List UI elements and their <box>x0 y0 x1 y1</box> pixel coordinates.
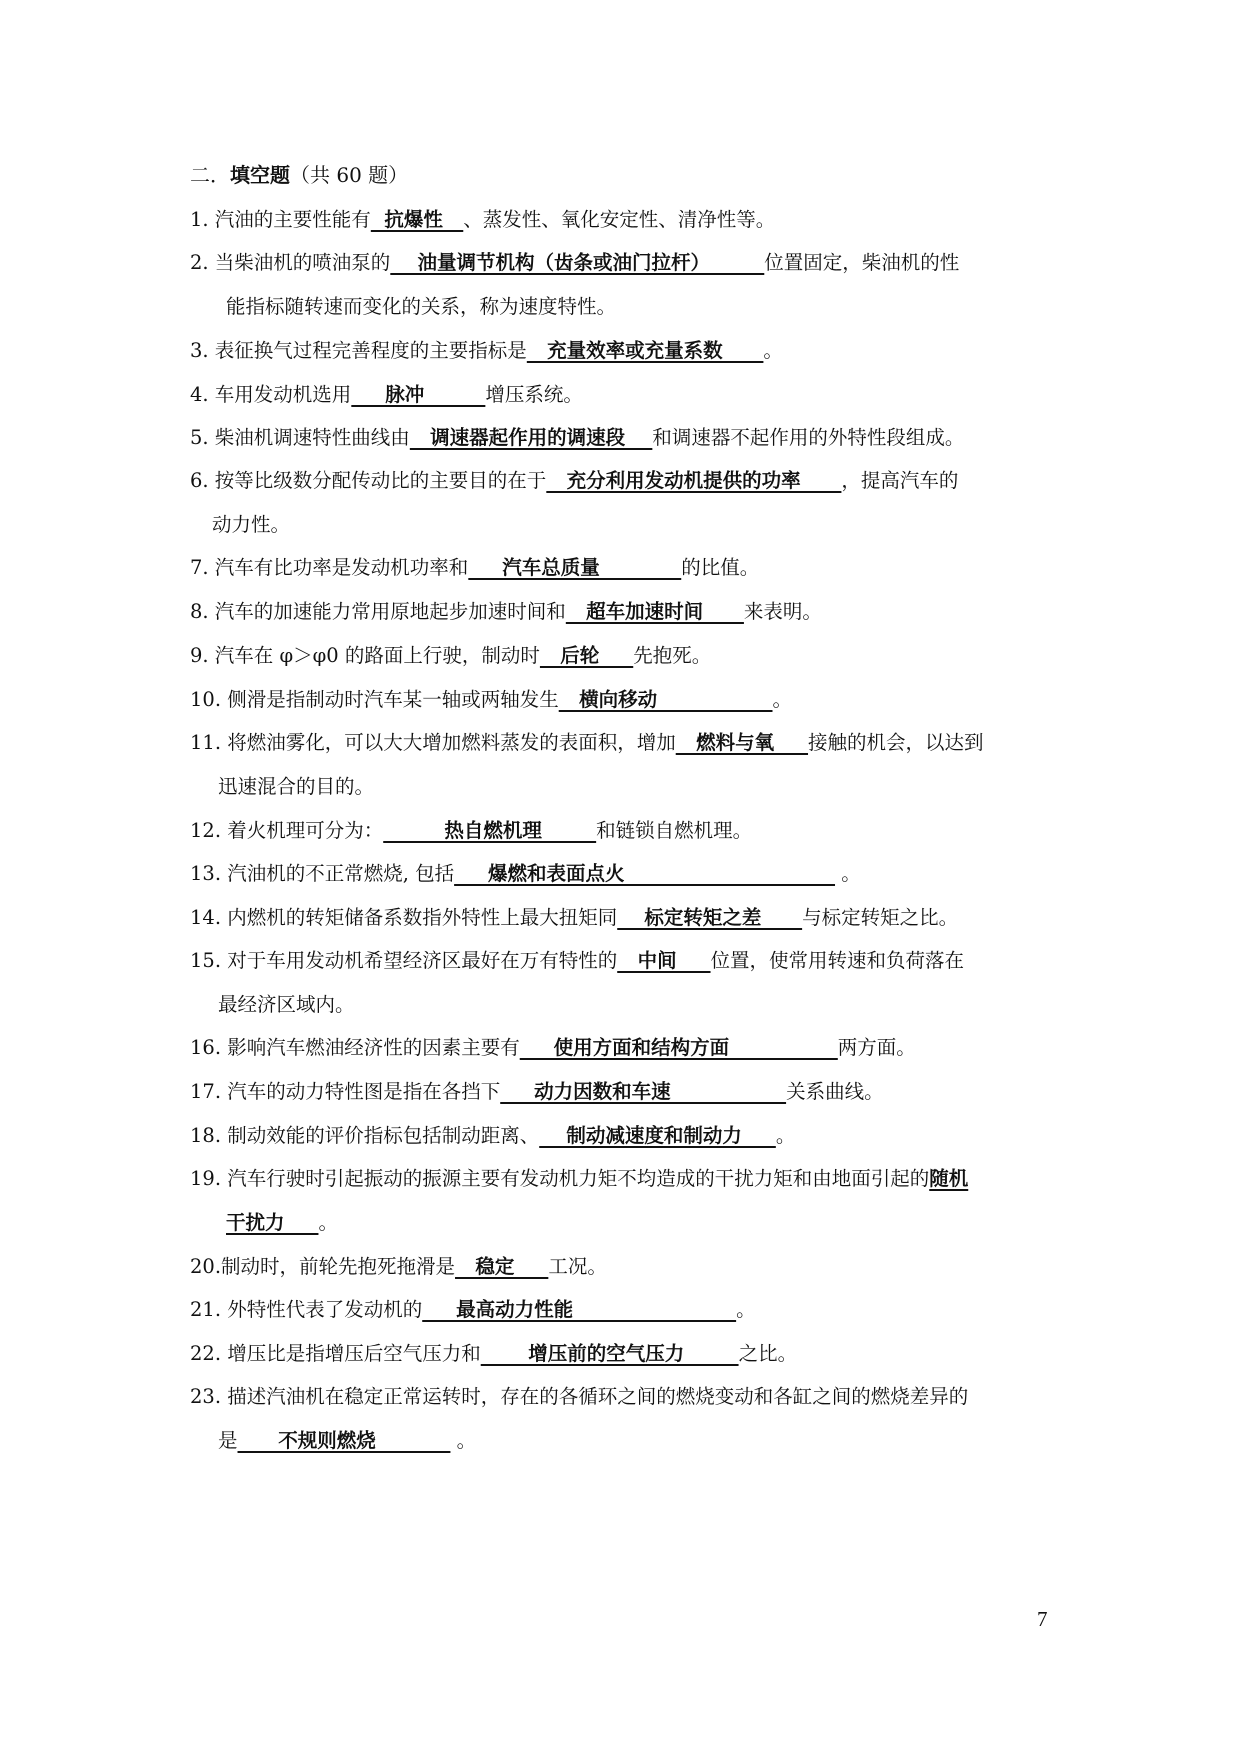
question-line <box>218 1426 476 1456</box>
answer-text: 抗爆性 <box>370 208 464 231</box>
question-text-after: ，提高汽车的 <box>841 469 959 492</box>
question-line <box>190 1121 795 1151</box>
question-line <box>190 641 711 671</box>
question-line <box>190 946 964 976</box>
question-text-after: 。 <box>318 1211 338 1234</box>
answer-text: 油量调节机构（齿条或油门拉杆） <box>390 251 765 274</box>
question-line <box>190 728 984 758</box>
question-line <box>218 990 355 1020</box>
answer-text: 使用方面和结构方面 <box>519 1036 838 1059</box>
question-text-after: 先抱死。 <box>633 644 712 667</box>
question-text: 19. 汽车行驶时引起振动的振源主要有发动机力矩不均造成的干扰力矩和由地面引起的 <box>190 1167 930 1190</box>
question-text-after: 关系曲线。 <box>786 1080 884 1103</box>
heading-title: 填空题 <box>230 163 290 187</box>
question-line <box>212 510 290 540</box>
question-text: 1. 汽油的主要性能有 <box>190 208 371 231</box>
question-line <box>190 1164 968 1194</box>
question-text: 5. 柴油机调速特性曲线由 <box>190 426 410 449</box>
question-line <box>190 1382 968 1412</box>
question-line <box>190 685 792 715</box>
question-text: 11. 将燃油雾化，可以大大增加燃料蒸发的表面积，增加 <box>190 731 676 754</box>
question-line <box>226 1208 338 1238</box>
answer-text: 超车加速时间 <box>565 600 744 623</box>
question-text: 14. 内燃机的转矩储备系数指外特性上最大扭矩同 <box>190 906 618 929</box>
question-text-after: 之比。 <box>738 1342 798 1365</box>
page-number: 7 <box>1037 1607 1048 1631</box>
section-heading <box>190 160 408 190</box>
question-text: 最经济区域内。 <box>218 993 355 1016</box>
answer-text: 标定转矩之差 <box>617 906 803 929</box>
question-text: 能指标随转速而变化的关系，称为速度特性。 <box>226 295 617 318</box>
question-text-after: 、蒸发性、氧化安定性、清净性等。 <box>463 208 776 231</box>
question-text-after: 来表明。 <box>743 600 822 623</box>
question-text-after: 与标定转矩之比。 <box>802 906 959 929</box>
answer-text: 汽车总质量 <box>468 556 682 579</box>
question-text-after: 。 <box>772 688 793 711</box>
answer-text: 动力因数和车速 <box>500 1080 787 1103</box>
question-text: 7. 汽车有比功率是发动机功率和 <box>190 556 469 579</box>
question-line <box>190 1339 797 1369</box>
question-text: 21. 外特性代表了发动机的 <box>190 1298 423 1321</box>
question-text-after: 。 <box>763 339 783 362</box>
answer-text: 增压前的空气压力 <box>480 1342 739 1365</box>
question-text: 17. 汽车的动力特性图是指在各挡下 <box>190 1080 501 1103</box>
question-text: 13. 汽油机的不正常燃烧, 包括 <box>190 862 455 885</box>
question-line <box>190 859 861 889</box>
question-text-after: 工况。 <box>548 1255 607 1278</box>
answer-text: 充量效率或充量系数 <box>526 339 764 362</box>
question-text: 2. 当柴油机的喷油泵的 <box>190 251 391 274</box>
question-line <box>190 1077 884 1107</box>
question-line <box>190 205 775 235</box>
heading-prefix: 二． <box>190 163 230 187</box>
question-text: 20.制动时，前轮先抱死拖滑是 <box>190 1255 456 1278</box>
question-text-after: 接触的机会，以达到 <box>808 731 984 754</box>
question-text: 23. 描述汽油机在稳定正常运转时，存在的各循环之间的燃烧变动和各缸之间的燃烧差异的 <box>190 1385 969 1408</box>
question-line <box>218 772 374 802</box>
question-text-after: 位置固定，柴油机的性 <box>764 251 960 274</box>
answer-text: 稳定 <box>455 1255 549 1278</box>
question-text-after: 和链锁自燃机理。 <box>596 819 753 842</box>
question-text: 动力性。 <box>212 513 291 536</box>
question-text: 3. 表征换气过程完善程度的主要指标是 <box>190 339 527 362</box>
answer-text: 随机 <box>929 1167 969 1190</box>
question-line <box>226 292 616 322</box>
answer-text: 横向移动 <box>558 688 773 711</box>
question-line <box>190 423 964 453</box>
question-line <box>190 1295 756 1325</box>
answer-text: 中间 <box>617 949 711 972</box>
question-text: 10. 侧滑是指制动时汽车某一轴或两轴发生 <box>190 688 559 711</box>
question-text: 4. 车用发动机选用 <box>190 383 352 406</box>
answer-text: 干扰力 <box>226 1211 319 1234</box>
question-text: 8. 汽车的加速能力常用原地起步加速时间和 <box>190 600 566 623</box>
question-text-after: 增压系统。 <box>485 383 583 406</box>
question-text-after: 。 <box>736 1298 756 1321</box>
answer-text: 制动减速度和制动力 <box>539 1124 776 1147</box>
question-line <box>190 903 958 933</box>
answer-text: 不规则燃烧 <box>237 1429 451 1452</box>
heading-suffix: （共 60 题） <box>290 163 409 187</box>
question-text: 12. 着火机理可分为： <box>190 819 384 842</box>
answer-text: 热自燃机理 <box>383 819 597 842</box>
question-text: 22. 增压比是指增压后空气压力和 <box>190 1342 481 1365</box>
question-text: 16. 影响汽车燃油经济性的因素主要有 <box>190 1036 520 1059</box>
question-line <box>190 816 752 846</box>
question-line <box>190 597 822 627</box>
answer-text: 脉冲 <box>351 383 486 406</box>
answer-text: 燃料与氧 <box>675 731 809 754</box>
question-line <box>190 1252 607 1282</box>
question-line <box>190 248 959 278</box>
question-text: 15. 对于车用发动机希望经济区最好在万有特性的 <box>190 949 618 972</box>
question-text: 迅速混合的目的。 <box>218 775 375 798</box>
question-text-after: 位置，使常用转速和负荷落在 <box>710 949 965 972</box>
answer-text: 爆燃和表面点火 <box>454 862 836 885</box>
question-line <box>190 1033 916 1063</box>
question-line <box>190 336 783 366</box>
question-line <box>190 553 759 583</box>
question-text-after: 。 <box>450 1429 477 1452</box>
question-text: 18. 制动效能的评价指标包括制动距离、 <box>190 1124 540 1147</box>
question-line <box>190 380 583 410</box>
answer-text: 最高动力性能 <box>422 1298 737 1321</box>
question-line <box>190 466 958 496</box>
answer-text: 充分利用发动机提供的功率 <box>546 469 842 492</box>
answer-text: 后轮 <box>539 644 634 667</box>
answer-text: 调速器起作用的调速段 <box>409 426 653 449</box>
question-text-after: 。 <box>775 1124 796 1147</box>
question-text-after: 的比值。 <box>681 556 760 579</box>
question-text: 6. 按等比级数分配传动比的主要目的在于 <box>190 469 547 492</box>
question-text: 是 <box>218 1429 238 1452</box>
question-text-after: 。 <box>835 862 861 885</box>
question-text-after: 两方面。 <box>837 1036 916 1059</box>
question-text: 9. 汽车在 φ＞φ0 的路面上行驶，制动时 <box>190 644 540 667</box>
question-text-after: 和调速器不起作用的外特性段组成。 <box>652 426 965 449</box>
